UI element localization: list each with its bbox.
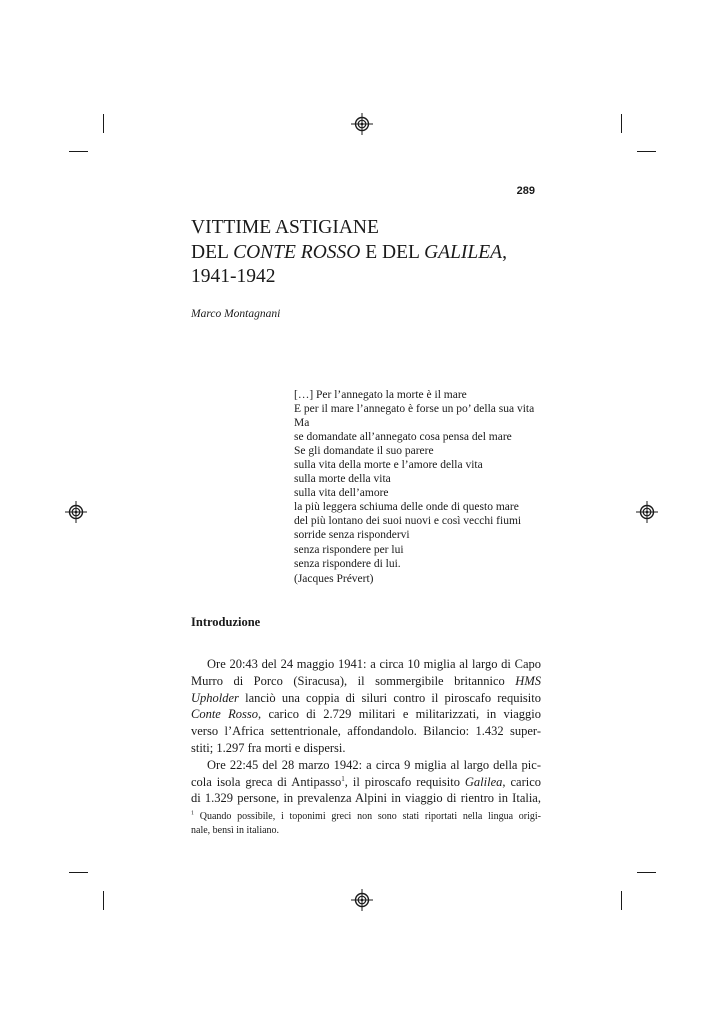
paragraph-1-line: Conte Rosso, carico di 2.729 militari e militarizzati, in viaggio xyxy=(191,707,541,722)
crop-mark-top-right-horizontal xyxy=(637,151,656,152)
paragraph-2-line: Ore 22:45 del 28 marzo 1942: a circa 9 miglia al largo della pic- xyxy=(207,757,541,772)
epigraph-line: sulla vita dell’amore xyxy=(294,487,389,500)
paragraph-1-line: Murro di Porco (Siracusa), il sommergibile britannico HMS xyxy=(191,673,541,688)
paragraph-2-line: cola isola greca di Antipasso$^1$, il piroscafo requisito Galilea, carico xyxy=(191,774,542,789)
ship-name-conte-rosso: CONTE ROSSO xyxy=(233,241,361,263)
footnote-line: $^1$ Quando possibile, i toponimi greci non sono stati riportati nella lingua origi- xyxy=(191,810,541,822)
page-number: 289 xyxy=(516,185,535,197)
ship-name-galilea: GALILEA xyxy=(424,241,503,263)
crop-mark-top-left-vertical xyxy=(103,114,104,133)
registration-mark-right xyxy=(636,501,658,523)
epigraph-line: Ma xyxy=(294,417,310,430)
epigraph-line: del più lontano dei suoi nuovi e così vecchi fiumi xyxy=(294,515,522,528)
epigraph-line: sulla vita della morte e l’amore della vita xyxy=(294,459,483,472)
epigraph xyxy=(294,388,544,586)
paragraph-1-line: verso l’Africa settentrionale, affondandolo. Bilancio: 1.432 super- xyxy=(191,724,541,739)
footnote-reference: 1 xyxy=(341,774,345,783)
crop-mark-bottom-right-horizontal xyxy=(637,872,656,873)
paragraph-1-line: stiti; 1.297 fra morti e dispersi. xyxy=(191,740,346,755)
crop-mark-top-right-vertical xyxy=(621,114,622,133)
registration-mark-left xyxy=(65,501,87,523)
epigraph-line: E per il mare l’annegato è forse un po’ della sua vita xyxy=(294,403,535,416)
epigraph-line: […] Per l’annegato la morte è il mare xyxy=(294,389,467,401)
epigraph-line: sulla morte della vita xyxy=(294,473,391,486)
paragraph-1-line: Ore 20:43 del 24 maggio 1941: a circa 10 miglia al largo di Capo xyxy=(207,657,541,671)
title-line-1: VITTIME ASTIGIANE xyxy=(191,217,379,238)
crop-mark-bottom-right-vertical xyxy=(621,891,622,910)
crop-mark-bottom-left-vertical xyxy=(103,891,104,910)
epigraph-line: se domandate all’annegato cosa pensa del mare xyxy=(294,431,512,444)
epigraph-attribution: (Jacques Prévert) xyxy=(294,572,374,585)
footnote-marker: 1 xyxy=(191,810,194,817)
title-line-3: 1941-1942 xyxy=(191,266,276,287)
crop-mark-bottom-left-horizontal xyxy=(69,872,88,873)
footnote-line: nale, bensì in italiano. xyxy=(191,825,280,836)
footnote xyxy=(191,810,541,838)
author-name: Marco Montagnani xyxy=(191,308,281,320)
paragraph-1-line: Upholder lanciò una coppia di siluri contro il piroscafo requisito xyxy=(191,690,541,705)
registration-mark-bottom xyxy=(351,889,373,911)
body-text xyxy=(191,656,541,807)
epigraph-line: la più leggera schiuma delle onde di questo mare xyxy=(294,501,519,514)
section-heading: Introduzione xyxy=(191,615,261,629)
paragraph-2-line: di 1.329 persone, in prevalenza Alpini in viaggio di rientro in Italia, xyxy=(191,791,541,806)
epigraph-line: Se gli domandate il suo parere xyxy=(294,445,434,458)
epigraph-line: sorride senza rispondervi xyxy=(294,529,410,542)
crop-mark-top-left-horizontal xyxy=(69,151,88,152)
epigraph-line: senza rispondere per lui xyxy=(294,543,404,556)
article-title xyxy=(191,216,551,290)
title-line-2: DEL CONTE ROSSO E DEL GALILEA, xyxy=(191,241,507,263)
registration-mark-top xyxy=(351,113,373,135)
epigraph-line: senza rispondere di lui. xyxy=(294,557,401,570)
